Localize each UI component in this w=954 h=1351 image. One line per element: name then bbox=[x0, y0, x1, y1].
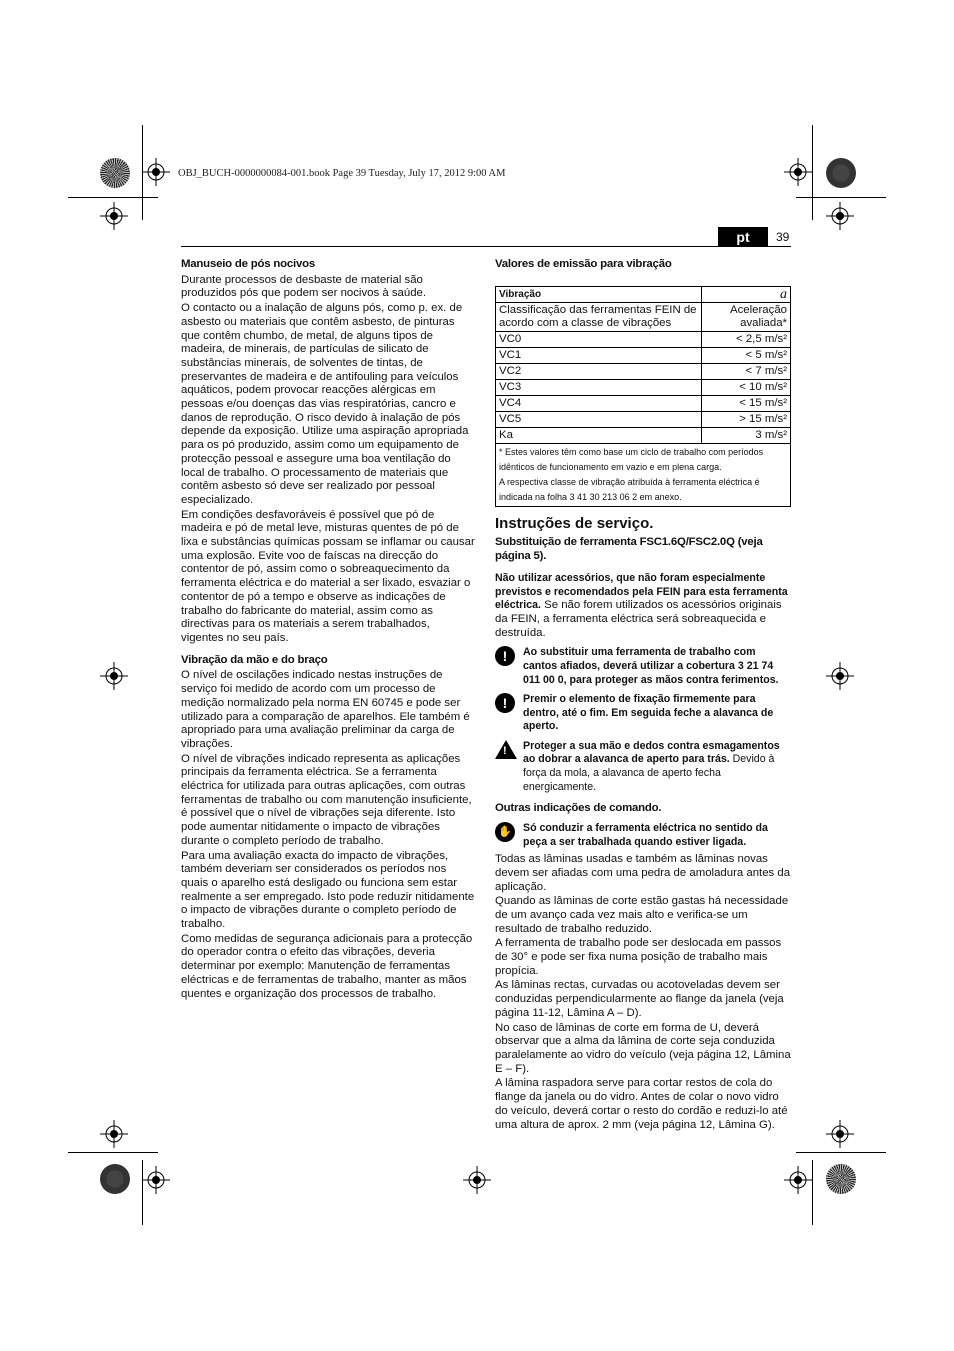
section-title-vibration: Vibração da mão e do braço bbox=[181, 653, 328, 666]
table-cell: < 15 m/s² bbox=[702, 395, 791, 411]
paragraph-text: Devido à força da mola, a alavanca de aperto fecha energicamente. bbox=[523, 753, 775, 793]
registration-mark-icon bbox=[142, 1166, 170, 1194]
left-column bbox=[181, 258, 475, 1002]
registration-mark-icon bbox=[100, 662, 128, 690]
exclamation-icon: ! bbox=[495, 693, 515, 713]
paragraph: No caso de lâminas de corte em forma de U, deverá observar que a alma da lâmina de corte seja conduzida paralelamente ao vidro do veículo (veja página 12, Lâmina E – F). bbox=[495, 1021, 791, 1075]
table-cell: < 7 m/s² bbox=[702, 363, 791, 379]
table-header-row bbox=[496, 286, 791, 302]
table-footnote: A respectiva classe de vibração atribuída à ferramenta eléctrica é indicada na folha 3 41 30 213 06 2 em anexo. bbox=[499, 476, 760, 502]
registration-mark-icon bbox=[826, 1120, 854, 1148]
subsection-title-tool-change: Substituição de ferramenta FSC1.6Q/FSC2.0Q (veja página 5). bbox=[495, 536, 763, 563]
warning-block bbox=[495, 740, 791, 794]
paragraph-text: Se não forem utilizados os acessórios originais da FEIN, a ferramenta eléctrica será sobreaquecida e destruída. bbox=[495, 599, 782, 639]
table-cell: VC2 bbox=[496, 363, 702, 379]
paragraph: O nível de oscilações indicado nestas instruções de serviço foi medido de acordo com um processo de medição normalizado pela norma EN 60745 e pode ser utilizado para a comparação de aparelhos. Ele também é apropriado para uma avaliação preliminar da carga de vibrações. bbox=[181, 669, 470, 750]
table-header-symbol: a bbox=[702, 286, 791, 302]
paragraph: Durante processos de desbaste de material são produzidos pós que podem ser nocivos à saúde. bbox=[181, 273, 427, 300]
paragraph: Todas as lâminas usadas e também as lâminas novas devem ser afiadas com uma pedra de amoladura antes da aplicação. bbox=[495, 853, 791, 893]
crop-mark bbox=[68, 1152, 158, 1153]
warning-block bbox=[495, 646, 791, 687]
paragraph: O nível de vibrações indicado representa as aplicações principais da ferramenta eléctrica. Se a ferramenta eléctrica for utilizada para outras aplicações, com outras ferramentas de trabalho ou com manutenção insuficiente, é possível que o nível de vibrações seja diferente. Isto pode aumentar nitidamente o impacto de vibrações durante o completo período de trabalho. bbox=[181, 752, 472, 847]
paragraph bbox=[495, 572, 791, 641]
paragraph: Em condições desfavoráveis é possível que pó de madeira e pó de metal leve, misturas quentes de pó de lixa e substâncias químicas possam se inflamar ou causar uma explosão. Evite voo de faíscas na direcção do contentor de pó, assim como o sobreaquecimento da ferramenta eléctrica e do material a ser lixado, esvaziar o contentor de pó a tempo e observe as indicações de trabalho do fabricante do material, assim como as directivas para os materiais a serem trabalhados, vigentes no seu país. bbox=[181, 508, 475, 644]
table-row bbox=[496, 363, 791, 379]
table-cell: VC4 bbox=[496, 395, 702, 411]
section-title-other: Outras indicações de comando. bbox=[495, 802, 662, 815]
table-cell: 3 m/s² bbox=[702, 427, 791, 443]
table-cell: VC3 bbox=[496, 379, 702, 395]
table-cell: < 5 m/s² bbox=[702, 347, 791, 363]
warning-block bbox=[495, 822, 791, 849]
table-row bbox=[496, 347, 791, 363]
paragraph: Quando as lâminas de corte estão gastas há necessidade de um avanço cada vez mais alto e verifica-se um resultado de trabalho reduzido. bbox=[495, 895, 789, 935]
paragraph: O contacto ou a inalação de alguns pós, como p. ex. de asbesto ou materiais que contêm asbesto, de pinturas que contêm chumbo, de metal, de alguns tipos de madeira, de minerais, de partículas de silicato de substâncias minerais, de solventes de tintas, de preservantes de madeira e de antifouling para veículos aquáticos, podem provocar reacções alérgicas em pessoas e/ou doenças das vias respiratórias, cancro e danos de reprodução. O risco devido à inalação de pós depende da exposição. Utilize uma aspiração apropriada para os pó produzido, assim como um equipamento de protecção pessoal e assegure uma boa ventilação do local de trabalho. O processamento de materiais que contêm asbesto só deve ser realizado por pessoal especializado. bbox=[181, 302, 469, 506]
warning-text: Premir o elemento de fixação firmemente para dentro, até o fim. Em seguida feche a alavanca de aperto. bbox=[523, 693, 774, 733]
language-tab: pt bbox=[718, 227, 768, 247]
table-row bbox=[496, 331, 791, 347]
page-number: 39 bbox=[776, 230, 790, 244]
table-cell: VC1 bbox=[496, 347, 702, 363]
table-row bbox=[496, 427, 791, 443]
warning-triangle-icon bbox=[495, 740, 517, 759]
crop-mark bbox=[796, 197, 886, 198]
registration-mark-icon bbox=[100, 1120, 128, 1148]
registration-mark-icon bbox=[463, 1166, 491, 1194]
header-rule bbox=[181, 246, 791, 247]
table-row bbox=[496, 379, 791, 395]
table-cell: VC0 bbox=[496, 331, 702, 347]
vibration-table bbox=[495, 286, 791, 507]
exclamation-icon: ! bbox=[495, 646, 515, 666]
table-cell: Aceleração avaliada* bbox=[702, 302, 791, 331]
paragraph: A lâmina raspadora serve para cortar restos de cola do flange da janela ou do vidro. Antes de colar o novo vidro do veículo, deverá cortar o resto do cordão e reduzi-lo até uma altura de aprox. 2 mm (veja página 12, Lâmina G). bbox=[495, 1077, 788, 1131]
warning-text: Só conduzir a ferramenta eléctrica no sentido da peça a ser trabalhada quando estiver ligada. bbox=[523, 821, 768, 848]
section-title-emission: Valores de emissão para vibração bbox=[495, 258, 672, 270]
table-cell: Ka bbox=[496, 427, 702, 443]
crop-mark bbox=[796, 1152, 886, 1153]
crop-mark bbox=[812, 1160, 813, 1225]
paragraph: A ferramenta de trabalho pode ser deslocada em passos de 30° e pode ser fixa numa posição de trabalho mais propícia. bbox=[495, 937, 782, 977]
hand-tool-icon: ✋ bbox=[495, 822, 515, 842]
right-column bbox=[495, 258, 791, 1133]
bold-text: Não utilizar acessórios, que não foram especialmente previstos e recomendados pela FEIN para esta ferramenta eléctrica. bbox=[495, 571, 788, 612]
table-cell: < 10 m/s² bbox=[702, 379, 791, 395]
warning-text: Ao substituir uma ferramenta de trabalho com cantos afiados, deverá utilizar a cobertura 3 21 74 011 00 0, para proteger as mãos contra ferimentos. bbox=[523, 646, 779, 686]
bold-text: Proteger a sua mão e dedos contra esmagamentos ao dobrar a alavanca de aperto para trás. bbox=[523, 739, 780, 766]
paragraph: Para uma avaliação exacta do impacto de vibrações, também deveriam ser considerados os períodos nos quais o aparelho está desligado ou funciona sem estar realmente a ser empregado. Isto pode reduzir nitidamente o impacto de vibrações durante o completo período de trabalho. bbox=[181, 849, 475, 931]
registration-mark-icon bbox=[826, 662, 854, 690]
table-footnote: * Estes valores têm como base um ciclo de trabalho com períodos idênticos de funcionamento em vazio e em plena carga. bbox=[499, 446, 764, 472]
table-header-label: Vibração bbox=[496, 286, 702, 302]
color-rosette-icon bbox=[100, 158, 130, 188]
paragraph: As lâminas rectas, curvadas ou acotoveladas devem ser conduzidas perpendicularmente ao flange da janela (veja página 11-12, Lâmina A – D). bbox=[495, 979, 784, 1019]
table-row bbox=[496, 302, 791, 331]
table-cell: < 2,5 m/s² bbox=[702, 331, 791, 347]
crop-mark bbox=[812, 125, 813, 220]
warning-block bbox=[495, 693, 791, 734]
table-note-row bbox=[496, 443, 791, 506]
color-rosette-icon bbox=[100, 1164, 130, 1194]
registration-mark-icon bbox=[784, 158, 812, 186]
registration-mark-icon bbox=[826, 202, 854, 230]
crop-mark bbox=[68, 197, 158, 198]
table-cell: Classificação das ferramentas FEIN de acordo com a classe de vibrações bbox=[496, 302, 702, 331]
table-cell: VC5 bbox=[496, 411, 702, 427]
table-row bbox=[496, 395, 791, 411]
registration-mark-icon bbox=[142, 158, 170, 186]
book-header-line: OBJ_BUCH-0000000084-001.book Page 39 Tuesday, July 17, 2012 9:00 AM bbox=[178, 168, 506, 179]
paragraph: Como medidas de segurança adicionais para a protecção do operador contra o efeito das vibrações, deveria determinar por exemplo: Manutenção de ferramentas eléctricas e de ferramentas de trabalho, manter as mãos quentes e organização dos processos de trabalho. bbox=[181, 932, 473, 1000]
color-rosette-icon bbox=[826, 158, 856, 188]
registration-mark-icon bbox=[784, 1166, 812, 1194]
warning-text bbox=[523, 740, 791, 794]
table-note bbox=[496, 443, 791, 506]
section-title-dust: Manuseio de pós nocivos bbox=[181, 258, 316, 270]
table-row bbox=[496, 411, 791, 427]
color-rosette-icon bbox=[826, 1164, 856, 1194]
registration-mark-icon bbox=[100, 202, 128, 230]
section-title-instructions: Instruções de serviço. bbox=[495, 514, 654, 532]
table-cell: > 15 m/s² bbox=[702, 411, 791, 427]
